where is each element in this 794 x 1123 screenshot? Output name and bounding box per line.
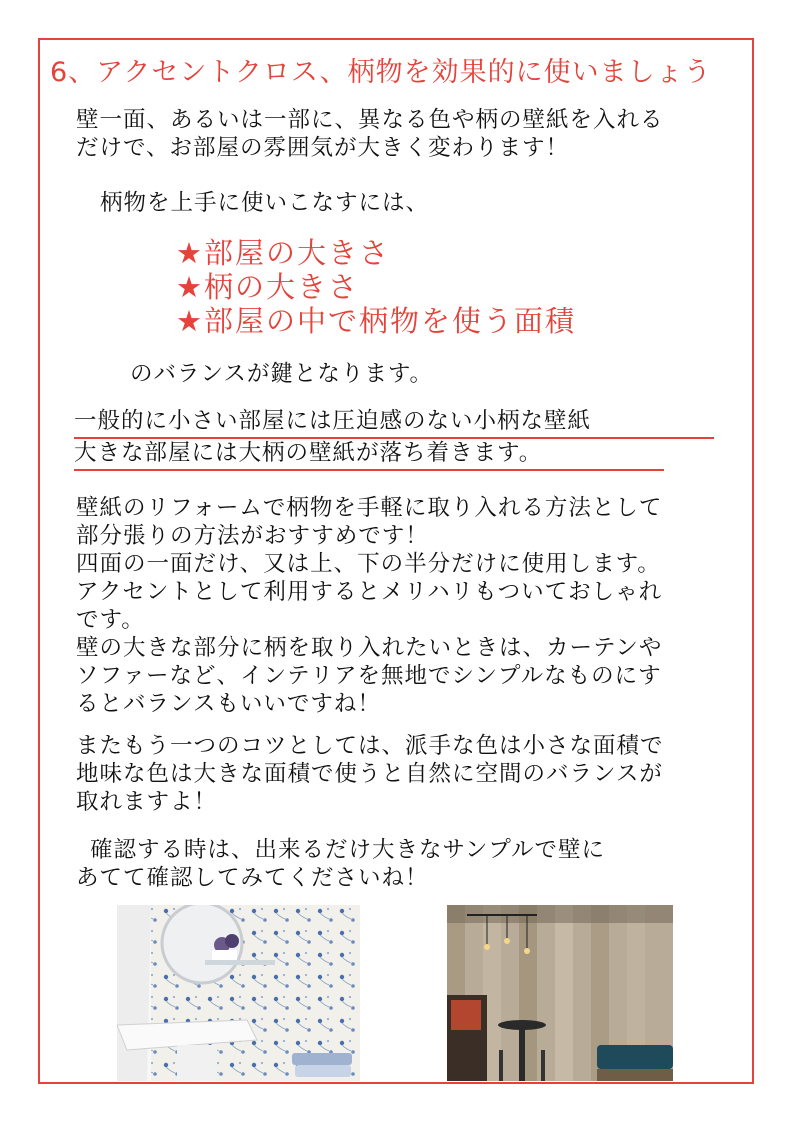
section-title: 6、アクセントクロス、柄物を効果的に使いましょう <box>50 57 712 88</box>
cafe-wood-wall-photo <box>447 905 673 1081</box>
lead-text: 柄物を上手に使いこなすには、 <box>100 190 430 216</box>
key-point: ★柄の大きさ <box>176 270 359 304</box>
body-line: 壁の大きな部分に柄を取り入れたいときは、カーテンや <box>76 635 663 661</box>
bathroom-floral-wallpaper-photo <box>117 905 360 1081</box>
intro-line: だけで、お部屋の雰囲気が大きく変わります！ <box>76 135 570 161</box>
tip-line: 取れますよ！ <box>76 789 218 815</box>
body-line: 壁紙のリフォームで柄物を手軽に取り入れる方法として <box>76 495 663 521</box>
closing-paragraph <box>76 836 605 892</box>
highlight-line: 一般的に小さい部屋には圧迫感のない小柄な壁紙 <box>74 407 714 439</box>
intro-line: 壁一面、あるいは一部に、異なる色や柄の壁紙を入れる <box>76 107 664 133</box>
balance-text: のバランスが鍵となります。 <box>130 361 434 387</box>
body-line: 四面の一面だけ、又は上、下の半分だけに使用します。 <box>76 551 661 577</box>
intro-paragraph <box>76 106 664 162</box>
closing-line: 確認する時は、出来るだけ大きなサンプルで壁に <box>90 837 605 863</box>
body-line: るとバランスもいいですね！ <box>76 691 381 717</box>
body-line: 部分張りの方法がおすすめです！ <box>76 523 429 549</box>
tip-line: またもう一つのコツとしては、派手な色は小さな面積で <box>76 733 664 759</box>
tip-paragraph <box>76 732 664 816</box>
key-point: ★部屋の大きさ <box>176 236 390 270</box>
closing-line: あてて確認してみてくださいね！ <box>76 865 429 891</box>
body-paragraph <box>76 494 662 718</box>
body-line: です。 <box>76 607 145 633</box>
body-line: ソファーなど、インテリアを無地でシンプルなものにす <box>76 663 662 689</box>
body-line: アクセントとして利用するとメリハリもついておしゃれ <box>76 579 663 605</box>
key-point: ★部屋の中で柄物を使う面積 <box>176 304 576 338</box>
highlight-line: 大きな部屋には大柄の壁紙が落ち着きます。 <box>74 439 664 471</box>
tip-line: 地味な色は大きな面積で使うと自然に空間のバランスが <box>76 761 663 787</box>
key-points-list <box>176 236 576 338</box>
